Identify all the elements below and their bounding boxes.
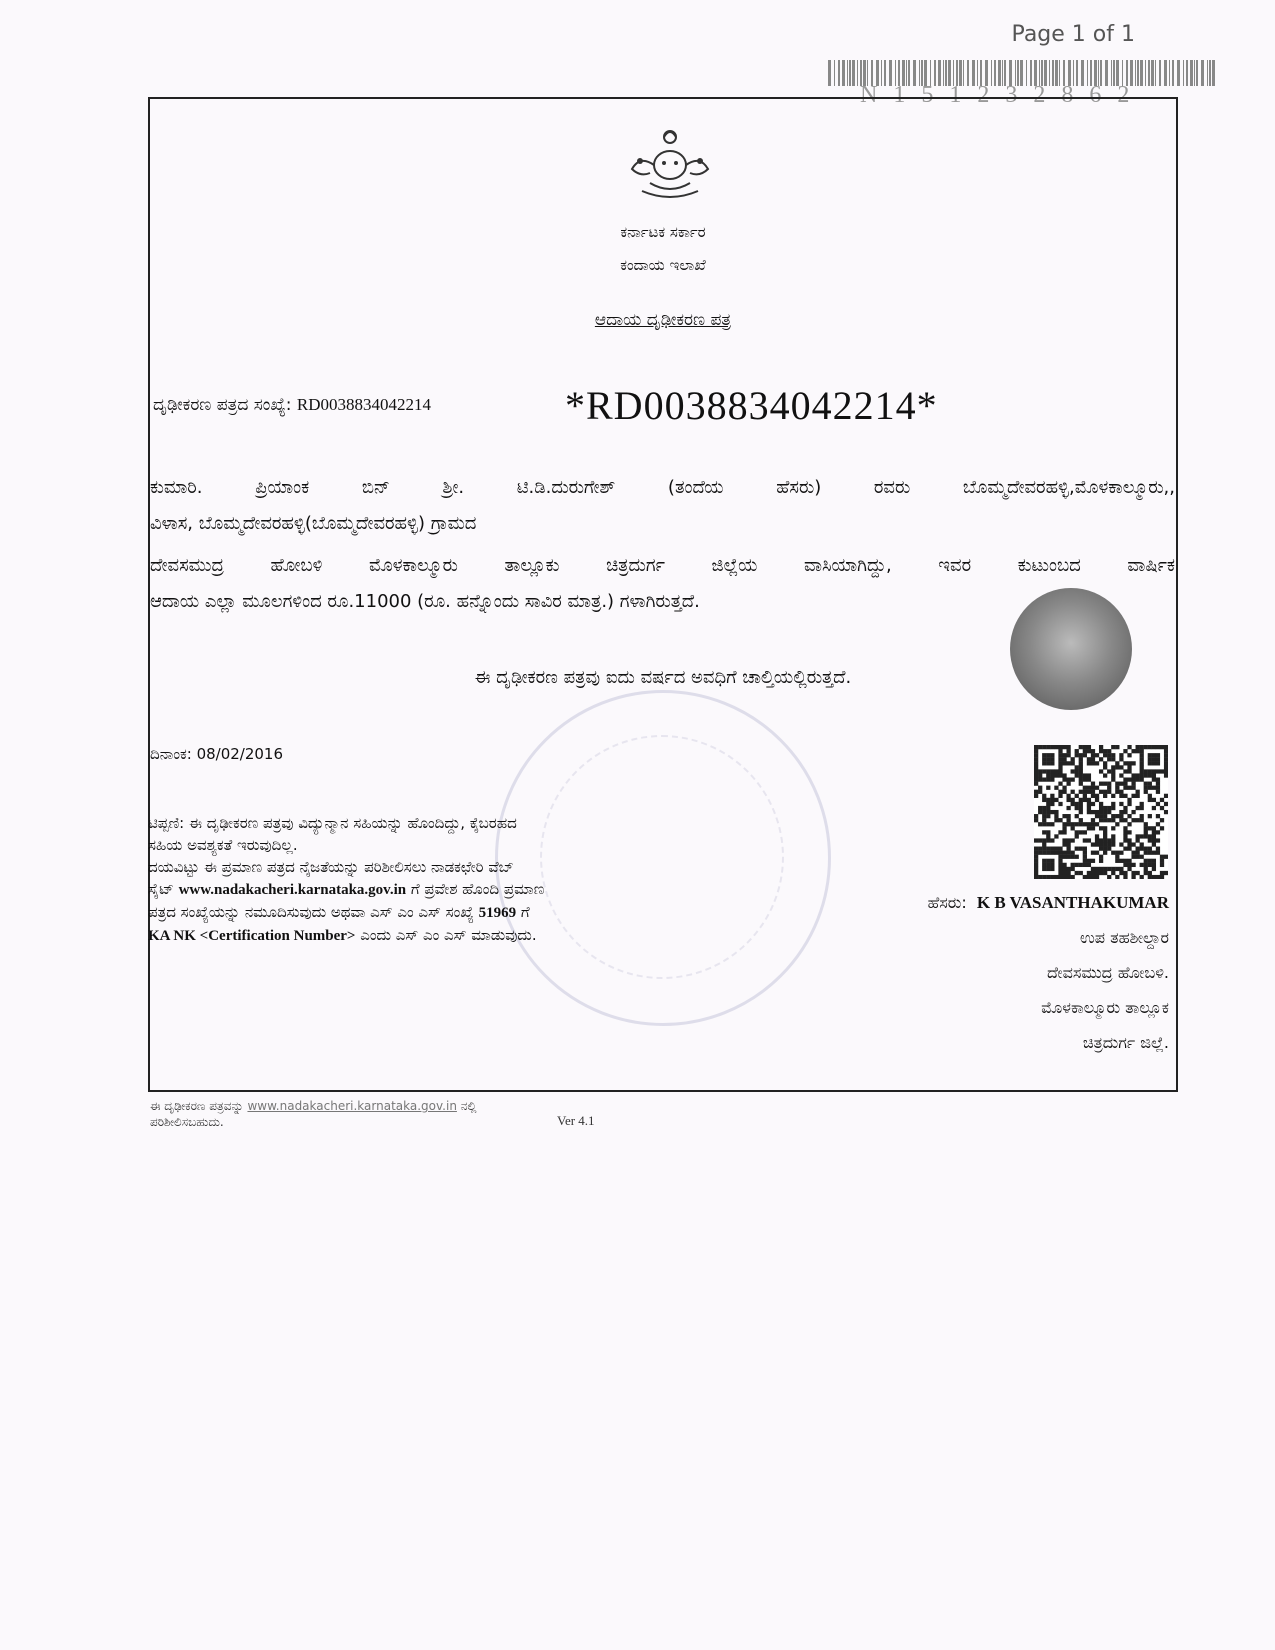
body-line-3: ದೇವಸಮುದ್ರ ಹೋಬಳಿ ಮೊಳಕಾಲ್ಮೂರು ತಾಲ್ಲೂಕು ಚಿತ್ರದುರ್ಗ ಜಿಲ್ಲೆಯ ವಾಸಿಯಾಗಿದ್ದು, ಇವರ ಕುಟುಂಬದ ವಾರ್ಷಿಕ [150,555,1175,576]
body-line-2: ವಿಳಾಸ, ಬೊಮ್ಮದೇವರಹಳ್ಳಿ(ಬೊಮ್ಮದೇವರಹಳ್ಳಿ) ಗ್ರಾಮದ [150,513,477,534]
note-line-1: ಟಿಪ್ಪಣಿ: ಈ ದೃಢೀಕರಣ ಪತ್ರವು ವಿದ್ಯುನ್ಮಾನ ಸಹಿಯನ್ನು ಹೊಂದಿದ್ದು, ಕೈಬರಹದ [148,814,517,832]
footer-verify-post: ನಲ್ಲಿ [460,1099,477,1113]
note-line-5 [148,901,738,924]
note-line-5-pre: ಪತ್ರದ ಸಂಖ್ಯೆಯನ್ನು ನಮೂದಿಸುವುದು ಅಥವಾ ಎಸ್ ಎಂ ಎಸ್ ಸಂಖ್ಯೆ [148,903,474,921]
validity-statement: ಈ ದೃಢೀಕರಣ ಪತ್ರವು ಐದು ವರ್ಷದ ಅವಧಿಗೆ ಚಾಲ್ತಿಯಲ್ಲಿರುತ್ತದೆ. [474,667,852,688]
note-line-4 [148,878,738,901]
note-line-6-post: ಎಂದು ಎಸ್ ಎಂ ಎಸ್ ಮಾಡುವುದು. [360,926,537,944]
signatory-name: K B VASANTHAKUMAR [976,893,1169,912]
body-line-1: ಕುಮಾರಿ. ಪ್ರಿಯಾಂಕ ಬಿನ್ ಶ್ರೀ. ಟಿ.ಡಿ.ದುರುಗೇಶ್ (ತಂದೆಯ ಹೆಸರು) ರವರು ಬೊಮ್ಮದೇವರಹಳ್ಳಿ,ಮೊಳಕಾಲ್ಮೂರು,, [150,477,1175,498]
version-label: Ver 4.1 [557,1113,595,1128]
body-line-4: ಆದಾಯ ಎಲ್ಲಾ ಮೂಲಗಳಿಂದ ರೂ.11000 (ರೂ. ಹನ್ನೊಂದು ಸಾವಿರ ಮಾತ್ರ.) ಗಳಾಗಿರುತ್ತದೆ. [150,591,700,612]
government-heading: ಕರ್ನಾಟಕ ಸರ್ಕಾರ [620,223,706,241]
date-label: ದಿನಾಂಕ: [150,745,192,763]
note-website-link[interactable]: www.nadakacheri.karnataka.gov.in [178,882,407,898]
signatory-district: ಚಿತ್ರದುರ್ಗ ಜಿಲ್ಲೆ. [1082,1033,1169,1052]
signatory-name-line [928,885,1169,920]
sms-code-format: KA NK <Certification Number> [148,928,356,944]
applicant-photo [1010,588,1132,710]
note-line-2: ಸಹಿಯ ಅವಶ್ಯಕತೆ ಇರುವುದಿಲ್ಲ. [148,836,298,854]
certificate-title [148,310,1178,330]
qr-code [1034,745,1168,879]
sms-number: 51969 [478,905,517,921]
certificate-number-line [153,395,431,415]
footer-verify-pre: ಈ ದೃಢೀಕರಣ ಪತ್ರವನ್ನು [150,1099,244,1113]
footer-verification-note [150,1098,477,1130]
note-line-5-post: ಗೆ [520,903,530,921]
barcode-number: N151232862 [860,82,1146,108]
footer-verify-link[interactable]: www.nadakacheri.karnataka.gov.in [247,1099,457,1113]
karnataka-emblem-icon [620,125,720,205]
page-indicator: Page 1 of 1 [1011,22,1135,47]
footer-line-1 [150,1098,477,1114]
issue-date [150,745,283,763]
signatory-hobli: ದೇವಸಮುದ್ರ ಹೋಬಳಿ. [1047,963,1169,982]
signatory-taluk: ಮೊಳಕಾಲ್ಮೂರು ತಾಲ್ಲೂಕ [1041,998,1169,1017]
certificate-number-label: ದೃಢೀಕರಣ ಪತ್ರದ ಸಂಖ್ಯೆ: [153,395,292,415]
signatory-block [928,885,1169,1060]
footer-line-2: ಪರಿಶೀಲಿಸಬಹುದು. [150,1115,224,1129]
certificate-number: RD0038834042214 [296,395,431,414]
certificate-number-barcode-text: *RD0038834042214* [565,383,938,428]
signatory-name-label: ಹೆಸರು: [927,893,967,912]
note-line-6 [148,924,738,947]
date-value: 08/02/2016 [196,745,284,763]
note-line-4-post: ಗೆ ಪ್ರವೇಶ ಹೊಂದಿ ಪ್ರಮಾಣ [410,880,545,898]
department-heading: ಕಂದಾಯ ಇಲಾಖೆ [620,256,706,274]
certificate-title-text: ಆದಾಯ ದೃಢೀಕರಣ ಪತ್ರ [594,310,732,330]
signatory-designation: ಉಪ ತಹಶೀಲ್ದಾರ [1079,928,1169,947]
note-line-3: ದಯವಿಟ್ಟು ಈ ಪ್ರಮಾಣ ಪತ್ರದ ನೈಜತೆಯನ್ನು ಪರಿಶೀಲಿಸಲು ನಾಡಕಛೇರಿ ವೆಬ್ [148,858,514,876]
note-line-4-pre: ಸೈಟ್ [148,880,174,898]
note-block [148,812,738,947]
